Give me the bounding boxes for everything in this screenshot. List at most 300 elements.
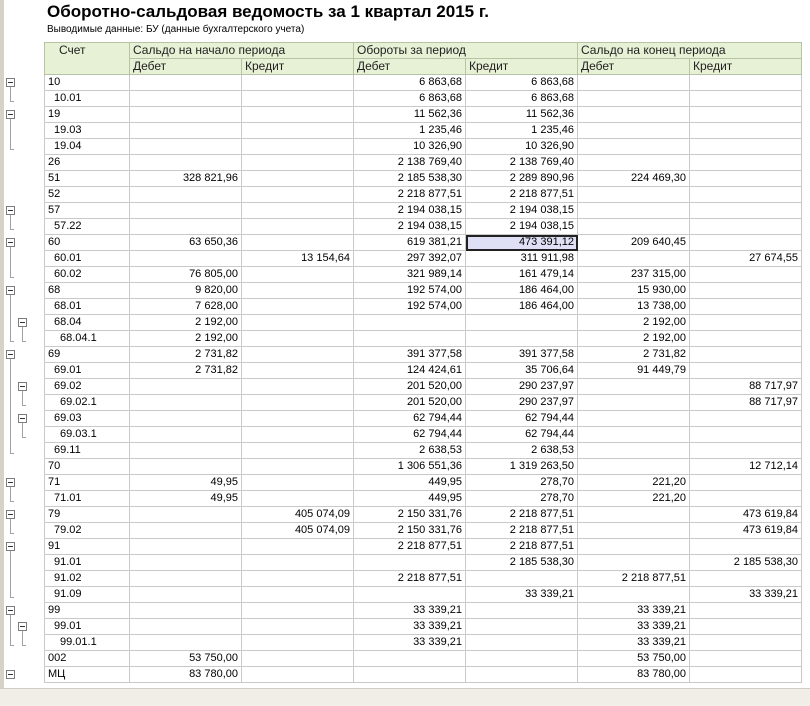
closing-debit-cell[interactable]: 15 930,00 xyxy=(578,283,690,299)
closing-credit-cell[interactable] xyxy=(690,331,802,347)
table-row[interactable] xyxy=(45,395,802,411)
closing-credit-cell[interactable]: 27 674,55 xyxy=(690,251,802,267)
account-code-cell[interactable]: 99 xyxy=(45,603,130,619)
turnover-debit-cell[interactable]: 449,95 xyxy=(354,491,466,507)
closing-credit-cell[interactable]: 473 619,84 xyxy=(690,523,802,539)
account-code-cell[interactable]: 19.04 xyxy=(45,139,130,155)
account-code-cell[interactable]: 69.11 xyxy=(45,443,130,459)
header-account[interactable]: Счет xyxy=(45,43,130,75)
closing-credit-cell[interactable] xyxy=(690,347,802,363)
closing-credit-cell[interactable]: 33 339,21 xyxy=(690,587,802,603)
closing-credit-cell[interactable] xyxy=(690,267,802,283)
closing-debit-cell[interactable]: 221,20 xyxy=(578,491,690,507)
account-code-cell[interactable]: 71 xyxy=(45,475,130,491)
closing-debit-cell[interactable] xyxy=(578,523,690,539)
account-code-cell[interactable]: 68.01 xyxy=(45,299,130,315)
collapse-group-icon[interactable] xyxy=(6,606,15,615)
opening-debit-cell[interactable]: 2 731,82 xyxy=(130,363,242,379)
selected-cell[interactable]: 473 391,12 xyxy=(466,235,578,251)
table-row[interactable] xyxy=(45,539,802,555)
turnover-debit-cell[interactable]: 2 218 877,51 xyxy=(354,187,466,203)
closing-debit-cell[interactable] xyxy=(578,507,690,523)
closing-credit-cell[interactable]: 12 712,14 xyxy=(690,459,802,475)
horizontal-scrollbar[interactable] xyxy=(0,688,810,706)
turnover-debit-cell[interactable]: 201 520,00 xyxy=(354,379,466,395)
opening-debit-cell[interactable] xyxy=(130,395,242,411)
opening-debit-cell[interactable]: 76 805,00 xyxy=(130,267,242,283)
table-row[interactable] xyxy=(45,219,802,235)
turnover-credit-cell[interactable]: 6 863,68 xyxy=(466,91,578,107)
turnover-credit-cell[interactable]: 186 464,00 xyxy=(466,299,578,315)
closing-debit-cell[interactable]: 2 731,82 xyxy=(578,347,690,363)
turnover-debit-cell[interactable]: 1 306 551,36 xyxy=(354,459,466,475)
turnover-debit-cell[interactable]: 2 150 331,76 xyxy=(354,523,466,539)
turnover-debit-cell[interactable]: 6 863,68 xyxy=(354,75,466,91)
turnover-debit-cell[interactable]: 201 520,00 xyxy=(354,395,466,411)
closing-debit-cell[interactable] xyxy=(578,427,690,443)
turnover-debit-cell[interactable]: 192 574,00 xyxy=(354,299,466,315)
opening-credit-cell[interactable] xyxy=(242,219,354,235)
opening-credit-cell[interactable] xyxy=(242,363,354,379)
account-code-cell[interactable]: 60.01 xyxy=(45,251,130,267)
turnover-credit-cell[interactable] xyxy=(466,603,578,619)
closing-credit-cell[interactable] xyxy=(690,219,802,235)
table-row[interactable] xyxy=(45,411,802,427)
collapse-group-icon[interactable] xyxy=(6,206,15,215)
opening-credit-cell[interactable] xyxy=(242,603,354,619)
turnover-credit-cell[interactable]: 2 194 038,15 xyxy=(466,219,578,235)
table-row[interactable] xyxy=(45,635,802,651)
collapse-group-icon[interactable] xyxy=(6,478,15,487)
table-row[interactable] xyxy=(45,347,802,363)
turnover-credit-cell[interactable]: 11 562,36 xyxy=(466,107,578,123)
turnover-debit-cell[interactable]: 2 218 877,51 xyxy=(354,571,466,587)
account-code-cell[interactable]: 71.01 xyxy=(45,491,130,507)
collapse-group-icon[interactable] xyxy=(6,238,15,247)
opening-credit-cell[interactable] xyxy=(242,555,354,571)
account-code-cell[interactable]: 19 xyxy=(45,107,130,123)
table-row[interactable] xyxy=(45,523,802,539)
turnover-debit-cell[interactable]: 33 339,21 xyxy=(354,619,466,635)
opening-credit-cell[interactable] xyxy=(242,187,354,203)
opening-debit-cell[interactable] xyxy=(130,603,242,619)
closing-credit-cell[interactable]: 2 185 538,30 xyxy=(690,555,802,571)
closing-debit-cell[interactable]: 2 218 877,51 xyxy=(578,571,690,587)
collapse-group-icon[interactable] xyxy=(6,510,15,519)
account-code-cell[interactable]: 10 xyxy=(45,75,130,91)
opening-debit-cell[interactable]: 2 192,00 xyxy=(130,315,242,331)
turnover-credit-cell[interactable]: 2 218 877,51 xyxy=(466,187,578,203)
account-code-cell[interactable]: МЦ xyxy=(45,667,130,683)
account-code-cell[interactable]: 79.02 xyxy=(45,523,130,539)
turnover-credit-cell[interactable]: 6 863,68 xyxy=(466,75,578,91)
turnover-debit-cell[interactable]: 2 218 877,51 xyxy=(354,539,466,555)
opening-credit-cell[interactable] xyxy=(242,267,354,283)
turnover-credit-cell[interactable]: 2 138 769,40 xyxy=(466,155,578,171)
closing-debit-cell[interactable] xyxy=(578,395,690,411)
turnover-debit-cell[interactable]: 192 574,00 xyxy=(354,283,466,299)
account-code-cell[interactable]: 99.01.1 xyxy=(45,635,130,651)
table-row[interactable] xyxy=(45,491,802,507)
turnover-credit-cell[interactable]: 278,70 xyxy=(466,475,578,491)
opening-credit-cell[interactable] xyxy=(242,139,354,155)
opening-debit-cell[interactable] xyxy=(130,187,242,203)
opening-credit-cell[interactable] xyxy=(242,203,354,219)
closing-debit-cell[interactable] xyxy=(578,555,690,571)
turnover-debit-cell[interactable] xyxy=(354,651,466,667)
closing-credit-cell[interactable] xyxy=(690,539,802,555)
account-code-cell[interactable]: 10.01 xyxy=(45,91,130,107)
closing-credit-cell[interactable] xyxy=(690,315,802,331)
opening-credit-cell[interactable] xyxy=(242,155,354,171)
header-opening-credit[interactable]: Кредит xyxy=(242,59,354,75)
account-code-cell[interactable]: 69.03 xyxy=(45,411,130,427)
collapse-group-icon[interactable] xyxy=(6,110,15,119)
table-row[interactable] xyxy=(45,475,802,491)
account-code-cell[interactable]: 68.04.1 xyxy=(45,331,130,347)
table-row[interactable] xyxy=(45,667,802,683)
turnover-debit-cell[interactable] xyxy=(354,555,466,571)
turnover-debit-cell[interactable]: 62 794,44 xyxy=(354,411,466,427)
table-row[interactable] xyxy=(45,651,802,667)
opening-credit-cell[interactable] xyxy=(242,443,354,459)
table-row[interactable] xyxy=(45,315,802,331)
closing-debit-cell[interactable]: 221,20 xyxy=(578,475,690,491)
header-turnover[interactable]: Обороты за период xyxy=(354,43,578,59)
table-row[interactable] xyxy=(45,507,802,523)
closing-debit-cell[interactable] xyxy=(578,443,690,459)
closing-debit-cell[interactable]: 53 750,00 xyxy=(578,651,690,667)
opening-debit-cell[interactable] xyxy=(130,91,242,107)
closing-debit-cell[interactable]: 91 449,79 xyxy=(578,363,690,379)
opening-debit-cell[interactable] xyxy=(130,411,242,427)
table-row[interactable] xyxy=(45,251,802,267)
opening-debit-cell[interactable]: 2 731,82 xyxy=(130,347,242,363)
turnover-credit-cell[interactable]: 2 218 877,51 xyxy=(466,523,578,539)
closing-debit-cell[interactable] xyxy=(578,251,690,267)
turnover-debit-cell[interactable] xyxy=(354,331,466,347)
opening-credit-cell[interactable] xyxy=(242,475,354,491)
turnover-debit-cell[interactable] xyxy=(354,667,466,683)
turnover-credit-cell[interactable]: 1 235,46 xyxy=(466,123,578,139)
turnover-credit-cell[interactable]: 1 319 263,50 xyxy=(466,459,578,475)
closing-debit-cell[interactable]: 13 738,00 xyxy=(578,299,690,315)
account-code-cell[interactable]: 51 xyxy=(45,171,130,187)
opening-credit-cell[interactable] xyxy=(242,587,354,603)
table-row[interactable] xyxy=(45,379,802,395)
opening-credit-cell[interactable] xyxy=(242,91,354,107)
table-row[interactable] xyxy=(45,171,802,187)
collapse-group-icon[interactable] xyxy=(6,78,15,87)
account-code-cell[interactable]: 69.02 xyxy=(45,379,130,395)
closing-credit-cell[interactable]: 88 717,97 xyxy=(690,395,802,411)
closing-credit-cell[interactable] xyxy=(690,155,802,171)
closing-debit-cell[interactable] xyxy=(578,107,690,123)
account-code-cell[interactable]: 91 xyxy=(45,539,130,555)
turnover-debit-cell[interactable]: 1 235,46 xyxy=(354,123,466,139)
opening-debit-cell[interactable] xyxy=(130,507,242,523)
turnover-credit-cell[interactable] xyxy=(466,571,578,587)
turnover-credit-cell[interactable] xyxy=(466,667,578,683)
header-turnover-credit[interactable]: Кредит xyxy=(466,59,578,75)
turnover-credit-cell[interactable]: 62 794,44 xyxy=(466,411,578,427)
header-closing-credit[interactable]: Кредит xyxy=(690,59,802,75)
opening-credit-cell[interactable] xyxy=(242,539,354,555)
opening-debit-cell[interactable] xyxy=(130,75,242,91)
opening-credit-cell[interactable] xyxy=(242,651,354,667)
turnover-debit-cell[interactable]: 62 794,44 xyxy=(354,427,466,443)
closing-credit-cell[interactable] xyxy=(690,619,802,635)
opening-debit-cell[interactable] xyxy=(130,571,242,587)
opening-debit-cell[interactable] xyxy=(130,619,242,635)
closing-credit-cell[interactable]: 473 619,84 xyxy=(690,507,802,523)
account-code-cell[interactable]: 52 xyxy=(45,187,130,203)
table-row[interactable] xyxy=(45,187,802,203)
turnover-credit-cell[interactable]: 2 185 538,30 xyxy=(466,555,578,571)
header-closing-balance[interactable]: Сальдо на конец периода xyxy=(578,43,802,59)
turnover-credit-cell[interactable]: 35 706,64 xyxy=(466,363,578,379)
turnover-credit-cell[interactable]: 278,70 xyxy=(466,491,578,507)
opening-debit-cell[interactable] xyxy=(130,635,242,651)
turnover-credit-cell[interactable]: 161 479,14 xyxy=(466,267,578,283)
closing-debit-cell[interactable] xyxy=(578,459,690,475)
opening-credit-cell[interactable] xyxy=(242,347,354,363)
closing-debit-cell[interactable] xyxy=(578,411,690,427)
account-code-cell[interactable]: 69.03.1 xyxy=(45,427,130,443)
table-row[interactable] xyxy=(45,75,802,91)
collapse-group-icon[interactable] xyxy=(6,670,15,679)
turnover-credit-cell[interactable]: 290 237,97 xyxy=(466,379,578,395)
closing-credit-cell[interactable] xyxy=(690,635,802,651)
closing-credit-cell[interactable] xyxy=(690,443,802,459)
collapse-group-icon[interactable] xyxy=(6,286,15,295)
turnover-debit-cell[interactable]: 2 194 038,15 xyxy=(354,203,466,219)
account-code-cell[interactable]: 69.02.1 xyxy=(45,395,130,411)
turnover-debit-cell[interactable]: 619 381,21 xyxy=(354,235,466,251)
table-row[interactable] xyxy=(45,555,802,571)
opening-debit-cell[interactable] xyxy=(130,587,242,603)
opening-debit-cell[interactable]: 63 650,36 xyxy=(130,235,242,251)
opening-debit-cell[interactable]: 49,95 xyxy=(130,475,242,491)
turnover-credit-cell[interactable]: 33 339,21 xyxy=(466,587,578,603)
closing-debit-cell[interactable]: 33 339,21 xyxy=(578,603,690,619)
turnover-credit-cell[interactable]: 2 218 877,51 xyxy=(466,539,578,555)
turnover-credit-cell[interactable]: 2 638,53 xyxy=(466,443,578,459)
closing-credit-cell[interactable] xyxy=(690,299,802,315)
opening-credit-cell[interactable] xyxy=(242,171,354,187)
opening-debit-cell[interactable]: 49,95 xyxy=(130,491,242,507)
opening-credit-cell[interactable] xyxy=(242,395,354,411)
closing-credit-cell[interactable] xyxy=(690,411,802,427)
opening-debit-cell[interactable] xyxy=(130,443,242,459)
account-code-cell[interactable]: 60.02 xyxy=(45,267,130,283)
closing-credit-cell[interactable] xyxy=(690,107,802,123)
turnover-debit-cell[interactable]: 2 194 038,15 xyxy=(354,219,466,235)
closing-debit-cell[interactable] xyxy=(578,75,690,91)
opening-debit-cell[interactable] xyxy=(130,123,242,139)
turnover-debit-cell[interactable]: 33 339,21 xyxy=(354,635,466,651)
opening-debit-cell[interactable] xyxy=(130,427,242,443)
closing-credit-cell[interactable]: 88 717,97 xyxy=(690,379,802,395)
header-turnover-debit[interactable]: Дебет xyxy=(354,59,466,75)
header-closing-debit[interactable]: Дебет xyxy=(578,59,690,75)
turnover-credit-cell[interactable] xyxy=(466,619,578,635)
opening-debit-cell[interactable]: 53 750,00 xyxy=(130,651,242,667)
opening-debit-cell[interactable] xyxy=(130,539,242,555)
turnover-debit-cell[interactable]: 10 326,90 xyxy=(354,139,466,155)
closing-debit-cell[interactable] xyxy=(578,379,690,395)
opening-debit-cell[interactable] xyxy=(130,555,242,571)
turnover-credit-cell[interactable]: 391 377,58 xyxy=(466,347,578,363)
table-row[interactable] xyxy=(45,235,802,251)
turnover-credit-cell[interactable] xyxy=(466,331,578,347)
table-row[interactable] xyxy=(45,427,802,443)
table-row[interactable] xyxy=(45,587,802,603)
closing-credit-cell[interactable] xyxy=(690,667,802,683)
opening-credit-cell[interactable] xyxy=(242,75,354,91)
turnover-debit-cell[interactable]: 11 562,36 xyxy=(354,107,466,123)
closing-credit-cell[interactable] xyxy=(690,491,802,507)
table-row[interactable] xyxy=(45,91,802,107)
closing-debit-cell[interactable] xyxy=(578,123,690,139)
closing-credit-cell[interactable] xyxy=(690,427,802,443)
opening-credit-cell[interactable] xyxy=(242,123,354,139)
table-row[interactable] xyxy=(45,139,802,155)
closing-debit-cell[interactable]: 33 339,21 xyxy=(578,619,690,635)
turnover-credit-cell[interactable]: 2 218 877,51 xyxy=(466,507,578,523)
table-row[interactable] xyxy=(45,331,802,347)
opening-credit-cell[interactable] xyxy=(242,491,354,507)
opening-debit-cell[interactable] xyxy=(130,379,242,395)
closing-debit-cell[interactable] xyxy=(578,539,690,555)
account-code-cell[interactable]: 91.02 xyxy=(45,571,130,587)
account-code-cell[interactable]: 26 xyxy=(45,155,130,171)
turnover-debit-cell[interactable]: 2 638,53 xyxy=(354,443,466,459)
turnover-credit-cell[interactable]: 186 464,00 xyxy=(466,283,578,299)
closing-debit-cell[interactable] xyxy=(578,203,690,219)
turnover-credit-cell[interactable]: 10 326,90 xyxy=(466,139,578,155)
opening-credit-cell[interactable]: 13 154,64 xyxy=(242,251,354,267)
closing-debit-cell[interactable]: 33 339,21 xyxy=(578,635,690,651)
closing-credit-cell[interactable] xyxy=(690,75,802,91)
account-code-cell[interactable]: 19.03 xyxy=(45,123,130,139)
turnover-credit-cell[interactable]: 2 194 038,15 xyxy=(466,203,578,219)
turnover-debit-cell[interactable]: 33 339,21 xyxy=(354,603,466,619)
table-row[interactable] xyxy=(45,299,802,315)
turnover-credit-cell[interactable]: 290 237,97 xyxy=(466,395,578,411)
collapse-group-icon[interactable] xyxy=(18,318,27,327)
account-code-cell[interactable]: 57.22 xyxy=(45,219,130,235)
account-code-cell[interactable]: 69.01 xyxy=(45,363,130,379)
turnover-credit-cell[interactable] xyxy=(466,315,578,331)
closing-credit-cell[interactable] xyxy=(690,363,802,379)
opening-debit-cell[interactable] xyxy=(130,139,242,155)
table-row[interactable] xyxy=(45,459,802,475)
closing-debit-cell[interactable] xyxy=(578,219,690,235)
closing-debit-cell[interactable] xyxy=(578,91,690,107)
turnover-debit-cell[interactable]: 449,95 xyxy=(354,475,466,491)
turnover-credit-cell[interactable]: 62 794,44 xyxy=(466,427,578,443)
opening-credit-cell[interactable] xyxy=(242,411,354,427)
collapse-group-icon[interactable] xyxy=(6,542,15,551)
collapse-group-icon[interactable] xyxy=(18,382,27,391)
turnover-debit-cell[interactable]: 321 989,14 xyxy=(354,267,466,283)
account-code-cell[interactable]: 79 xyxy=(45,507,130,523)
account-code-cell[interactable]: 57 xyxy=(45,203,130,219)
opening-debit-cell[interactable]: 2 192,00 xyxy=(130,331,242,347)
table-row[interactable] xyxy=(45,203,802,219)
opening-credit-cell[interactable] xyxy=(242,459,354,475)
opening-debit-cell[interactable]: 7 628,00 xyxy=(130,299,242,315)
closing-debit-cell[interactable]: 209 640,45 xyxy=(578,235,690,251)
closing-credit-cell[interactable] xyxy=(690,171,802,187)
closing-debit-cell[interactable] xyxy=(578,587,690,603)
opening-credit-cell[interactable]: 405 074,09 xyxy=(242,523,354,539)
header-opening-debit[interactable]: Дебет xyxy=(130,59,242,75)
turnover-credit-cell[interactable]: 311 911,98 xyxy=(466,251,578,267)
turnover-debit-cell[interactable]: 2 138 769,40 xyxy=(354,155,466,171)
opening-credit-cell[interactable] xyxy=(242,379,354,395)
collapse-group-icon[interactable] xyxy=(6,350,15,359)
opening-credit-cell[interactable] xyxy=(242,667,354,683)
opening-credit-cell[interactable] xyxy=(242,635,354,651)
closing-credit-cell[interactable] xyxy=(690,139,802,155)
closing-credit-cell[interactable] xyxy=(690,571,802,587)
closing-debit-cell[interactable]: 224 469,30 xyxy=(578,171,690,187)
closing-credit-cell[interactable] xyxy=(690,651,802,667)
closing-debit-cell[interactable]: 2 192,00 xyxy=(578,315,690,331)
account-code-cell[interactable]: 69 xyxy=(45,347,130,363)
opening-credit-cell[interactable] xyxy=(242,619,354,635)
table-row[interactable] xyxy=(45,267,802,283)
turnover-debit-cell[interactable]: 6 863,68 xyxy=(354,91,466,107)
turnover-debit-cell[interactable]: 391 377,58 xyxy=(354,347,466,363)
opening-debit-cell[interactable] xyxy=(130,523,242,539)
opening-debit-cell[interactable] xyxy=(130,219,242,235)
opening-debit-cell[interactable] xyxy=(130,107,242,123)
closing-credit-cell[interactable] xyxy=(690,475,802,491)
opening-credit-cell[interactable] xyxy=(242,299,354,315)
closing-debit-cell[interactable]: 237 315,00 xyxy=(578,267,690,283)
turnover-credit-cell[interactable]: 2 289 890,96 xyxy=(466,171,578,187)
table-row[interactable] xyxy=(45,283,802,299)
turnover-debit-cell[interactable]: 2 185 538,30 xyxy=(354,171,466,187)
account-code-cell[interactable]: 99.01 xyxy=(45,619,130,635)
table-row[interactable] xyxy=(45,123,802,139)
closing-debit-cell[interactable]: 2 192,00 xyxy=(578,331,690,347)
opening-debit-cell[interactable] xyxy=(130,251,242,267)
closing-debit-cell[interactable]: 83 780,00 xyxy=(578,667,690,683)
account-code-cell[interactable]: 91.09 xyxy=(45,587,130,603)
opening-credit-cell[interactable]: 405 074,09 xyxy=(242,507,354,523)
opening-debit-cell[interactable]: 83 780,00 xyxy=(130,667,242,683)
opening-debit-cell[interactable]: 9 820,00 xyxy=(130,283,242,299)
opening-debit-cell[interactable] xyxy=(130,459,242,475)
account-code-cell[interactable]: 70 xyxy=(45,459,130,475)
opening-debit-cell[interactable] xyxy=(130,203,242,219)
turnover-debit-cell[interactable] xyxy=(354,587,466,603)
closing-credit-cell[interactable] xyxy=(690,235,802,251)
collapse-group-icon[interactable] xyxy=(18,622,27,631)
closing-credit-cell[interactable] xyxy=(690,187,802,203)
header-opening-balance[interactable]: Сальдо на начало периода xyxy=(130,43,354,59)
opening-credit-cell[interactable] xyxy=(242,107,354,123)
table-row[interactable] xyxy=(45,155,802,171)
opening-credit-cell[interactable] xyxy=(242,571,354,587)
table-row[interactable] xyxy=(45,571,802,587)
table-row[interactable] xyxy=(45,107,802,123)
account-code-cell[interactable]: 002 xyxy=(45,651,130,667)
